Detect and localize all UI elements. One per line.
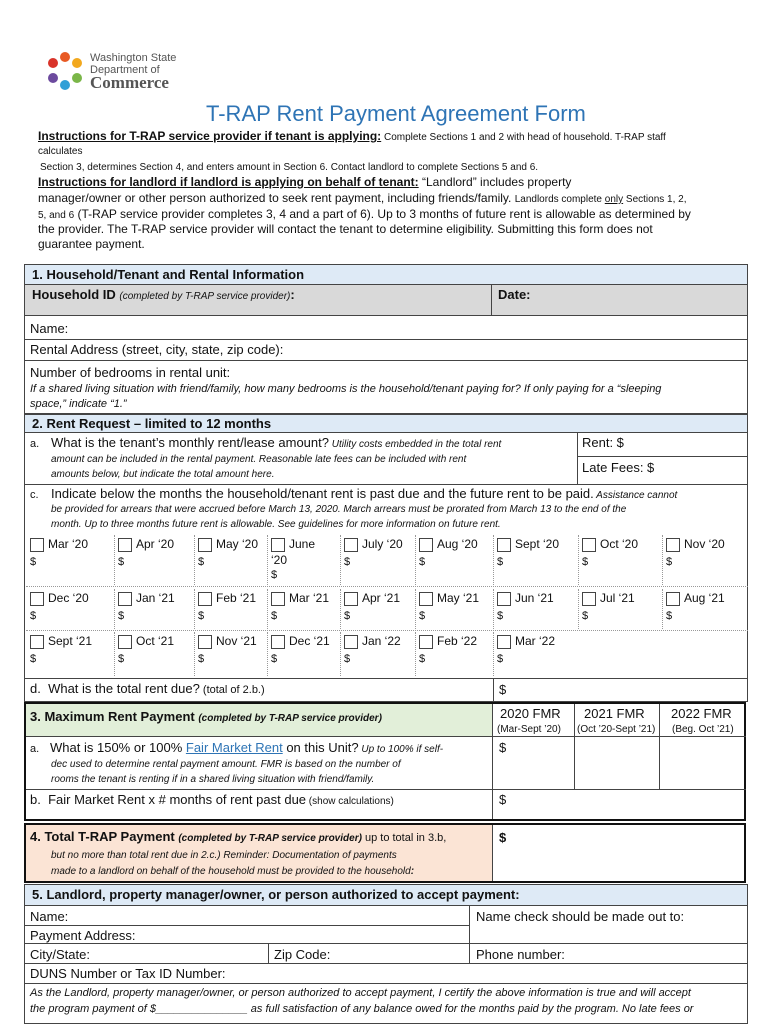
- month-label: Jun ‘21: [515, 591, 554, 605]
- month-label: Feb ‘22: [437, 634, 478, 648]
- rent-question-note2: amount can be included in the rental payment. Reasonable late fees can be included with rent: [51, 454, 467, 465]
- month-cell: [493, 535, 578, 585]
- month-cell: [267, 632, 340, 676]
- landlord-instructions-line4: the provider. The T-RAP service provider will contact the tenant to determine eligibility. Submitting this form does not: [38, 222, 653, 236]
- month-amount-field[interactable]: $: [118, 653, 125, 665]
- month-amount-field[interactable]: $: [497, 556, 504, 568]
- city-state-label: City/State:: [30, 947, 90, 962]
- fmr-question-text: What is 150% or 100%: [50, 740, 186, 755]
- month-amount-field[interactable]: $: [582, 556, 589, 568]
- fmr-question-note1: Up to 100% if self-: [358, 744, 444, 755]
- fmr-value-field[interactable]: $: [499, 740, 507, 755]
- month-label: Jan ‘21: [136, 591, 175, 605]
- provider-instructions-line2: calculates: [38, 146, 83, 157]
- section4-line3-text: made to a landlord on behalf of the household must be provided to the household: [51, 866, 411, 877]
- bedrooms-note-line2: space,” indicate “1.”: [30, 398, 127, 410]
- month-amount-field[interactable]: $: [198, 556, 205, 568]
- section4-line2: but no more than total rent due in 2.c.) Reminder: Documentation of payments: [51, 850, 397, 861]
- landlord-instructions-text2b: Landlords complete: [514, 194, 605, 205]
- grid-line: [340, 589, 341, 629]
- fmr-question-note3: rooms the tenant is renting if in a shared living situation with friend/family.: [51, 774, 375, 785]
- section2-heading: 2. Rent Request – limited to 12 months: [32, 416, 272, 431]
- grid-line: [415, 535, 416, 585]
- landlord-instructions-line5: guarantee payment.: [38, 237, 145, 251]
- month-amount-field[interactable]: $: [30, 556, 37, 568]
- fmr-question-note2: dec used to determine rental payment amount. FMR is based on the number of: [51, 759, 401, 770]
- commerce-logo: [44, 50, 184, 92]
- month-amount-field[interactable]: $: [419, 556, 426, 568]
- grid-line: [415, 632, 416, 676]
- duns-label: DUNS Number or Tax ID Number:: [30, 966, 226, 981]
- month-label: Aug ‘21: [684, 591, 725, 605]
- month-label: Mar ‘22: [515, 634, 556, 648]
- total-payment-field[interactable]: $: [499, 830, 507, 845]
- logo-dot: [48, 73, 58, 83]
- months-question-note1: Assistance cannot: [593, 490, 678, 501]
- fmr-months-text: Fair Market Rent x # months of rent past due: [48, 792, 307, 807]
- section2a-question: [51, 436, 501, 450]
- month-cell: [194, 589, 267, 629]
- month-checkbox[interactable]: [419, 538, 433, 552]
- section3a-label: a.: [30, 743, 40, 755]
- logo-dot: [60, 52, 70, 62]
- fmr-2020-label: 2020 FMR: [500, 706, 561, 721]
- household-id-colon: :: [290, 287, 295, 302]
- months-question-note3: month. Up to three months future rent is allowable. See guidelines for more information on future rent.: [51, 519, 501, 530]
- month-label: Feb ‘21: [216, 591, 257, 605]
- month-checkbox[interactable]: [582, 592, 596, 606]
- certification-line1: As the Landlord, property manager/owner, or person authorized to accept payment, I certify the above information is true and will accept: [30, 987, 691, 999]
- provider-instructions-line1: [38, 130, 666, 143]
- month-amount-field[interactable]: $: [666, 556, 673, 568]
- month-cell: [26, 535, 114, 585]
- section4-line3: [51, 866, 414, 877]
- section4-line3-colon: :: [410, 866, 415, 877]
- grid-line: [267, 589, 268, 629]
- month-label: Mar ‘21: [289, 591, 330, 605]
- month-label: Dec ‘20: [48, 591, 89, 605]
- month-label: Aug ‘20: [437, 537, 478, 551]
- household-id-label: [32, 288, 295, 302]
- fmr-months-field[interactable]: $: [499, 792, 507, 807]
- month-label: Nov ‘20: [684, 537, 725, 551]
- month-checkbox[interactable]: [497, 592, 511, 606]
- bedrooms-note-line1: If a shared living situation with friend/family, how many bedrooms is the household/tenant paying for? If only paying for a “sleeping: [30, 383, 662, 395]
- section2c-label: c.: [30, 489, 39, 501]
- total-rent-question: [30, 682, 265, 696]
- commerce-logo-icon: [44, 50, 86, 92]
- month-cell: [114, 535, 194, 585]
- section5-heading: 5. Landlord, property manager/owner, or person authorized to accept payment:: [32, 887, 520, 902]
- month-label: Apr ‘20: [136, 537, 175, 551]
- month-label: Dec ‘21: [289, 634, 330, 648]
- month-amount-field[interactable]: $: [271, 653, 278, 665]
- month-label: Jan ‘22: [362, 634, 401, 648]
- month-cell: [415, 535, 493, 585]
- month-checkbox[interactable]: [198, 592, 212, 606]
- month-cell: [26, 589, 114, 629]
- rent-field[interactable]: Rent: $: [582, 435, 624, 450]
- fmr-question: [30, 741, 443, 755]
- late-fees-field[interactable]: Late Fees: $: [582, 460, 655, 475]
- fmr-2022-range: (Beg. Oct ’21): [672, 724, 734, 735]
- months-question-text: Indicate below the months the household/tenant rent is past due and the future rent to be paid.: [51, 486, 594, 501]
- household-id-note: (completed by T-RAP service provider): [119, 291, 291, 302]
- month-checkbox[interactable]: [344, 635, 358, 649]
- section3-heading: [30, 710, 382, 724]
- month-cell: [114, 589, 194, 629]
- logo-line1: Washington State: [90, 52, 177, 64]
- fmr-months-note: (show calculations): [306, 796, 394, 807]
- section1-heading: 1. Household/Tenant and Rental Information: [32, 267, 305, 282]
- certification-line2: the program payment of $_______________ as full satisfaction of any balance owed for the months paid by the program. No late fees or: [30, 1003, 694, 1015]
- fair-market-rent-link[interactable]: Fair Market Rent: [185, 740, 283, 755]
- landlord-instructions-line1: [38, 176, 571, 189]
- month-cell: [662, 589, 748, 629]
- month-checkbox[interactable]: [582, 538, 596, 552]
- landlord-instructions-text3a: 5, and 6: [38, 210, 75, 221]
- grid-line: [194, 632, 195, 676]
- month-amount-field[interactable]: $: [344, 653, 351, 665]
- months-question-note2: be provided for arrears that were accrued before March 13, 2020. March arrears must be prorated from March 13 to the end of the: [51, 504, 627, 515]
- section3-heading-text: 3. Maximum Rent Payment: [30, 709, 199, 724]
- month-label: May ‘20: [216, 537, 259, 551]
- month-cell: [493, 632, 578, 676]
- total-rent-note: (total of 2.b.): [199, 684, 265, 696]
- month-checkbox[interactable]: [198, 635, 212, 649]
- landlord-instructions-line2: [38, 192, 687, 205]
- fmr-2021-range: (Oct ’20-Sept ’21): [577, 724, 656, 735]
- grid-line: [493, 535, 494, 585]
- date-label: Date:: [498, 287, 531, 302]
- month-amount-field[interactable]: $: [344, 610, 351, 622]
- month-amount-field[interactable]: $: [419, 653, 426, 665]
- landlord-instructions-text1: “Landlord” includes property: [418, 175, 572, 189]
- month-label-suffix: ‘20: [271, 553, 288, 567]
- month-checkbox[interactable]: [30, 635, 44, 649]
- rent-question-note3: amounts below, but indicate the total amount here.: [51, 469, 275, 480]
- fmr-2021-label: 2021 FMR: [584, 706, 645, 721]
- fmr-2020-range: (Mar-Sept ’20): [497, 724, 561, 735]
- section4-heading-text: 4. Total T-RAP Payment: [30, 829, 179, 844]
- month-label: Oct ‘21: [136, 634, 175, 648]
- provider-instructions-heading: Instructions for T-RAP service provider if tenant is applying:: [38, 129, 382, 143]
- month-cell: [415, 632, 493, 676]
- grid-line: [340, 632, 341, 676]
- month-label: Sept ‘21: [48, 634, 93, 648]
- rental-address-label: Rental Address (street, city, state, zip code):: [30, 342, 284, 357]
- rent-question-note1: Utility costs embedded in the total rent: [328, 439, 502, 450]
- month-checkbox[interactable]: [666, 592, 680, 606]
- landlord-instructions-line3: [38, 208, 691, 221]
- month-checkbox[interactable]: [344, 538, 358, 552]
- total-rent-field[interactable]: $: [499, 682, 507, 697]
- section4-heading-tail: up to total in 3.b,: [361, 832, 447, 844]
- month-checkbox[interactable]: [271, 635, 285, 649]
- month-checkbox[interactable]: [344, 592, 358, 606]
- month-label: Sept ‘20: [515, 537, 560, 551]
- month-cell: [340, 632, 415, 676]
- month-amount-field[interactable]: $: [497, 610, 504, 622]
- month-checkbox[interactable]: [419, 635, 433, 649]
- month-cell: [267, 535, 340, 585]
- month-cell: [340, 535, 415, 585]
- grid-line: [267, 535, 268, 585]
- month-cell: [662, 535, 748, 585]
- month-cell: [114, 632, 194, 676]
- month-amount-field[interactable]: $: [271, 569, 278, 581]
- month-amount-field[interactable]: $: [582, 610, 589, 622]
- section3b-label: b.: [30, 792, 41, 807]
- bedrooms-label: Number of bedrooms in rental unit:: [30, 365, 231, 380]
- phone-label: Phone number:: [476, 947, 565, 962]
- month-label: Apr ‘21: [362, 591, 401, 605]
- grid-line: [493, 632, 494, 676]
- month-amount-field[interactable]: $: [419, 610, 426, 622]
- grid-line: [578, 589, 579, 629]
- month-checkbox[interactable]: [118, 538, 132, 552]
- month-checkbox[interactable]: [118, 635, 132, 649]
- month-cell: [267, 589, 340, 629]
- provider-instructions-line3: Section 3, determines Section 4, and enters amount in Section 6. Contact landlord to complete Sections 5 and 6.: [40, 162, 539, 173]
- grid-line: [493, 589, 494, 629]
- grid-line: [114, 535, 115, 585]
- month-cell: [578, 535, 662, 585]
- month-amount-field[interactable]: $: [198, 610, 205, 622]
- fmr-months-question: [30, 793, 394, 807]
- grid-line: [194, 535, 195, 585]
- month-checkbox[interactable]: [30, 538, 44, 552]
- month-checkbox[interactable]: [271, 592, 285, 606]
- zip-label: Zip Code:: [274, 947, 331, 962]
- grid-line: [194, 589, 195, 629]
- month-label: July ‘20: [362, 537, 403, 551]
- landlord-name-label: Name:: [30, 909, 69, 924]
- landlord-instructions-heading: Instructions for landlord if landlord is applying on behalf of tenant:: [38, 175, 419, 189]
- logo-dot: [72, 73, 82, 83]
- total-rent-text: What is the total rent due?: [48, 681, 200, 696]
- grid-line: [662, 535, 663, 585]
- month-cell: [578, 589, 662, 629]
- section2c-question: [51, 487, 677, 501]
- month-amount-field[interactable]: $: [198, 653, 205, 665]
- page-title: T-RAP Rent Payment Agreement Form: [206, 101, 586, 126]
- month-amount-field[interactable]: $: [666, 610, 673, 622]
- month-label: May ‘21: [437, 591, 480, 605]
- logo-dot: [72, 58, 82, 68]
- month-amount-field[interactable]: $: [271, 610, 278, 622]
- month-cell: [415, 589, 493, 629]
- month-cell: [340, 589, 415, 629]
- month-checkbox[interactable]: [271, 538, 285, 552]
- month-checkbox[interactable]: [497, 635, 511, 649]
- landlord-instructions-text2a: manager/owner or other person authorized to seek rent payment, including friends/family.: [38, 191, 515, 205]
- logo-dot: [60, 80, 70, 90]
- landlord-instructions-text3b: (T-RAP service provider completes 3, 4 and a part of 6). Up to 3 months of future rent is allowable as determined by: [74, 207, 691, 221]
- month-checkbox[interactable]: [198, 538, 212, 552]
- month-checkbox[interactable]: [497, 538, 511, 552]
- month-cell: [194, 632, 267, 676]
- fmr-question-end: on this Unit?: [282, 740, 359, 755]
- month-amount-field[interactable]: $: [497, 653, 504, 665]
- month-checkbox[interactable]: [30, 592, 44, 606]
- month-label: Oct ‘20: [600, 537, 639, 551]
- month-amount-field[interactable]: $: [30, 653, 37, 665]
- logo-line3: Commerce: [90, 73, 169, 92]
- grid-line: [267, 632, 268, 676]
- name-label: Name:: [30, 321, 69, 336]
- fmr-2022-label: 2022 FMR: [671, 706, 732, 721]
- landlord-instructions-text2d: Sections 1, 2,: [623, 194, 687, 205]
- month-amount-field[interactable]: $: [344, 556, 351, 568]
- grid-line: [114, 632, 115, 676]
- section4-heading-note: (completed by T-RAP service provider): [178, 833, 362, 844]
- month-cell: [194, 535, 267, 585]
- grid-line: [662, 589, 663, 629]
- landlord-instructions-only: only: [604, 194, 624, 205]
- month-label: Mar ‘20: [48, 537, 89, 551]
- rent-question-text: What is the tenant’s monthly rent/lease amount?: [51, 435, 329, 450]
- month-label: Jul ‘21: [600, 591, 635, 605]
- grid-line: [114, 589, 115, 629]
- payment-address-label: Payment Address:: [30, 928, 136, 943]
- logo-dot: [48, 58, 58, 68]
- month-checkbox[interactable]: [419, 592, 433, 606]
- month-cell: [493, 589, 578, 629]
- logo-line2: Department of: [90, 64, 160, 76]
- month-amount-field[interactable]: $: [30, 610, 37, 622]
- section3-heading-note: (completed by T-RAP service provider): [198, 713, 382, 724]
- provider-instructions-text1: Complete Sections 1 and 2 with head of household. T-RAP staff: [381, 132, 666, 143]
- grid-line: [578, 535, 579, 585]
- month-amount-field[interactable]: $: [118, 610, 125, 622]
- section2a-label: a.: [30, 438, 40, 450]
- section2d-label: d.: [30, 681, 41, 696]
- grid-line: [415, 589, 416, 629]
- grid-line: [26, 630, 748, 631]
- month-label: June: [289, 537, 316, 551]
- month-amount-field[interactable]: $: [118, 556, 125, 568]
- grid-line: [26, 586, 748, 587]
- household-id-text: Household ID: [32, 287, 120, 302]
- check-name-label: Name check should be made out to:: [476, 909, 685, 924]
- month-cell: [26, 632, 114, 676]
- month-checkbox[interactable]: [118, 592, 132, 606]
- month-checkbox[interactable]: [666, 538, 680, 552]
- month-label: Nov ‘21: [216, 634, 257, 648]
- grid-line: [340, 535, 341, 585]
- section4-heading: [30, 830, 446, 844]
